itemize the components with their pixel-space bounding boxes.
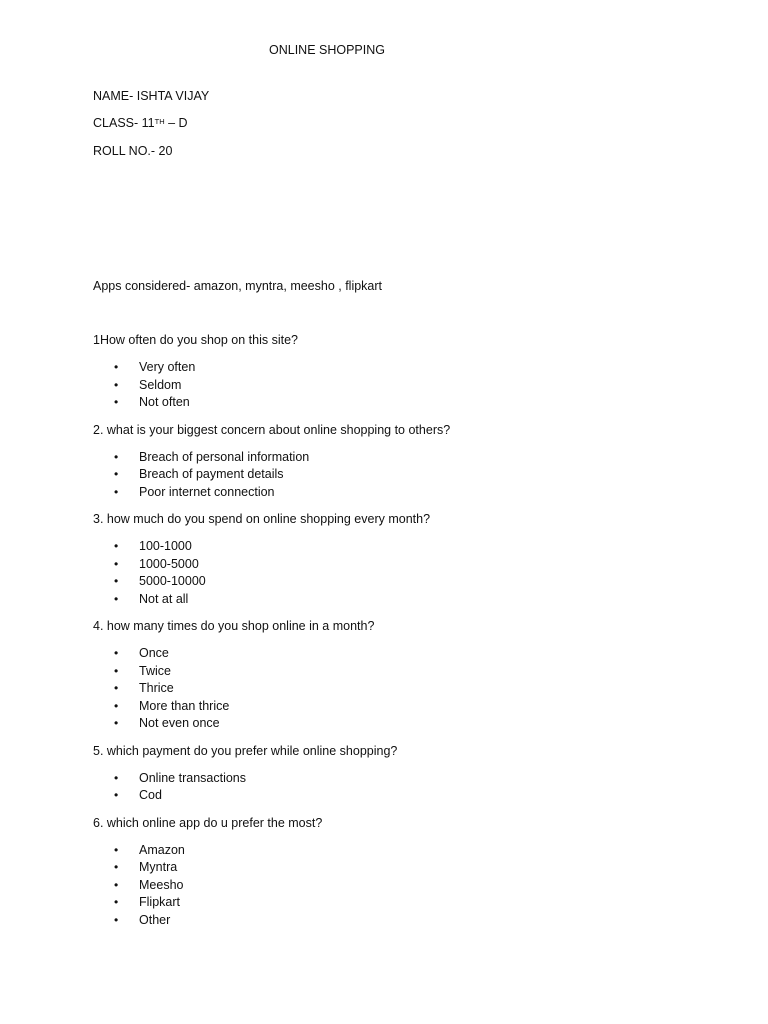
list-item <box>93 377 693 395</box>
list-item <box>93 573 693 591</box>
questionnaire <box>93 332 693 939</box>
option-text: Myntra <box>139 860 178 874</box>
bullet-icon: • <box>114 449 119 464</box>
option-text: Not often <box>139 395 190 409</box>
options-list <box>93 449 693 502</box>
option-text: Twice <box>139 663 171 678</box>
bullet-icon: • <box>114 484 119 499</box>
options-list <box>93 645 693 733</box>
option-text: Once <box>139 646 169 660</box>
list-item <box>93 556 693 574</box>
list-item <box>93 680 693 698</box>
question-block <box>93 511 693 608</box>
list-item <box>93 394 693 412</box>
option-text: Very often <box>139 360 196 374</box>
option-text: Meesho <box>139 877 184 892</box>
list-item <box>93 538 693 556</box>
list-item <box>93 877 693 895</box>
bullet-icon: • <box>114 698 119 713</box>
options-list <box>93 359 693 412</box>
option-text: Not even once <box>139 716 220 730</box>
question-block <box>93 332 693 412</box>
list-item <box>93 484 693 502</box>
option-text: 100-1000 <box>139 539 192 553</box>
question-text: 1How often do you shop on this site? <box>93 333 298 347</box>
options-list <box>93 538 693 608</box>
bullet-icon: • <box>114 591 119 606</box>
list-item <box>93 912 693 930</box>
list-item <box>93 663 693 681</box>
option-text: Breach of payment details <box>139 467 284 481</box>
list-item <box>93 466 693 484</box>
class-prefix: CLASS- 11 <box>93 116 155 130</box>
option-text: Breach of personal information <box>139 449 310 464</box>
option-text: Amazon <box>139 842 185 857</box>
question-text: 3. how much do you spend on online shopping every month? <box>93 512 431 526</box>
option-text: More than thrice <box>139 698 230 713</box>
bullet-icon: • <box>114 663 119 678</box>
option-text: Online transactions <box>139 770 247 785</box>
list-item <box>93 770 693 788</box>
bullet-icon: • <box>114 842 119 857</box>
question-block <box>93 618 693 733</box>
name-line: NAME- ISHTA VIJAY <box>93 89 210 103</box>
options-list <box>93 842 693 930</box>
list-item <box>93 894 693 912</box>
bullet-icon: • <box>114 574 119 588</box>
list-item <box>93 715 693 733</box>
class-superscript: TH <box>154 117 165 126</box>
bullet-icon: • <box>114 646 119 660</box>
class-line <box>93 115 188 132</box>
list-item <box>93 859 693 877</box>
list-item <box>93 449 693 467</box>
option-text: Flipkart <box>139 895 180 909</box>
bullet-icon: • <box>114 716 119 730</box>
apps-considered-line: Apps considered- amazon, myntra, meesho , flipkart <box>93 279 383 293</box>
bullet-icon: • <box>114 395 119 409</box>
document-title: ONLINE SHOPPING <box>269 43 385 57</box>
option-text: Seldom <box>139 377 182 392</box>
bullet-icon: • <box>114 556 119 571</box>
option-text: 5000-10000 <box>139 574 206 588</box>
question-text: 5. which payment do you prefer while online shopping? <box>93 743 398 758</box>
question-block <box>93 422 693 502</box>
list-item <box>93 359 693 377</box>
list-item <box>93 698 693 716</box>
list-item <box>93 842 693 860</box>
question-block <box>93 815 693 930</box>
option-text: Thrice <box>139 681 174 695</box>
bullet-icon: • <box>114 681 119 695</box>
bullet-icon: • <box>114 895 119 909</box>
option-text: Not at all <box>139 591 189 606</box>
options-list <box>93 770 693 805</box>
question-text: 4. how many times do you shop online in a month? <box>93 619 375 633</box>
list-item <box>93 787 693 805</box>
question-text: 6. which online app do u prefer the most? <box>93 815 323 830</box>
question-text: 2. what is your biggest concern about online shopping to others? <box>93 422 451 437</box>
roll-line: ROLL NO.- 20 <box>93 144 173 158</box>
bullet-icon: • <box>114 788 119 802</box>
bullet-icon: • <box>114 877 119 892</box>
list-item <box>93 645 693 663</box>
list-item <box>93 591 693 609</box>
bullet-icon: • <box>114 860 119 874</box>
option-text: Poor internet connection <box>139 484 275 499</box>
bullet-icon: • <box>114 377 119 392</box>
bullet-icon: • <box>114 912 119 927</box>
bullet-icon: • <box>114 770 119 785</box>
bullet-icon: • <box>114 360 119 374</box>
option-text: Cod <box>139 788 162 802</box>
bullet-icon: • <box>114 467 119 481</box>
question-block <box>93 743 693 805</box>
option-text: 1000-5000 <box>139 556 199 571</box>
class-suffix: – D <box>164 116 188 130</box>
option-text: Other <box>139 912 171 927</box>
bullet-icon: • <box>114 539 119 553</box>
